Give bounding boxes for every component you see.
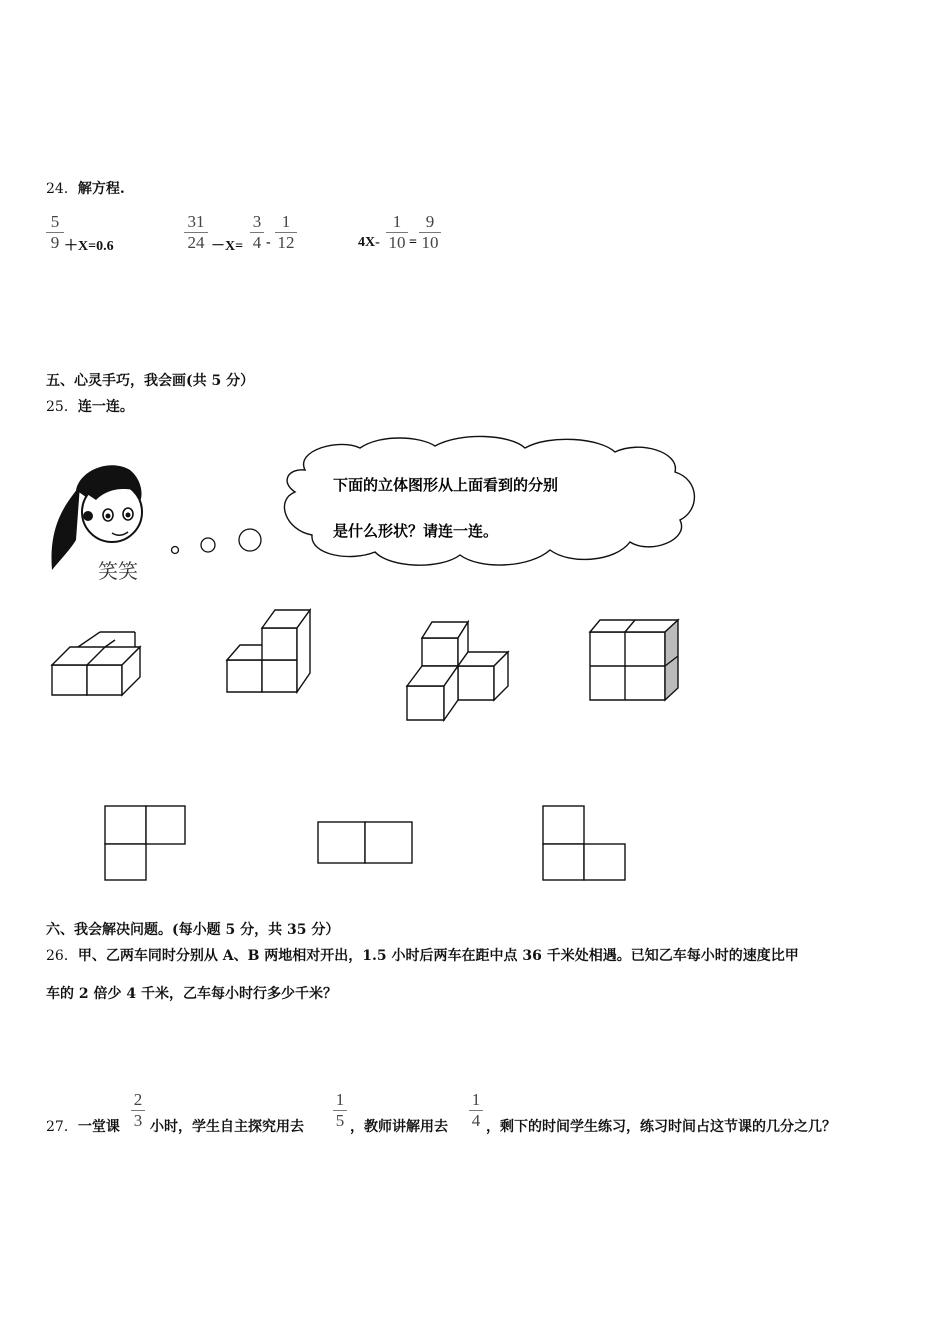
- thought-cloud: [284, 436, 694, 565]
- eq2-mid: －X=: [211, 239, 244, 254]
- q27-number: 27．: [46, 1119, 78, 1135]
- q27-f1-num: 2: [133, 1090, 143, 1109]
- view-b: [318, 822, 412, 863]
- thought-dot-large: [239, 529, 261, 551]
- eq3-equals: =: [409, 235, 417, 250]
- eq2-f1-num: 31: [187, 212, 205, 231]
- eq3-f2-num: 9: [425, 212, 435, 231]
- section6-title: 六、我会解决问题。(每小题 5 分，共 35 分）: [46, 922, 340, 938]
- top-view-shapes: [100, 800, 640, 890]
- q26-text-2: 车的 2 倍少 4 千米，乙车每小时行多少千米？: [46, 986, 337, 1002]
- q27-text-2: 小时，学生自主探究用去: [150, 1119, 304, 1135]
- eq2-f1-den: 24: [187, 233, 205, 252]
- q26-number: 26．: [46, 948, 78, 964]
- solid-figures: [40, 600, 700, 730]
- eq1-rest: ＋X=0.6: [64, 239, 114, 254]
- eq2-f3-den: 12: [277, 233, 295, 252]
- eq1-fraction: [46, 212, 64, 253]
- q27-text-1: 一堂课: [77, 1119, 120, 1135]
- eq2-fraction-2: [250, 212, 264, 253]
- q24-number: 24．: [46, 181, 78, 197]
- eq2-minus: -: [266, 235, 271, 250]
- bubble-line-1: 下面的立体图形从上面看到的分别: [333, 476, 559, 494]
- eq2-f2-den: 4: [252, 233, 262, 252]
- eq3-f2-den: 10: [421, 233, 439, 252]
- view-a: [105, 806, 185, 880]
- q27-f3-den: 4: [471, 1111, 481, 1130]
- solid-2: [227, 610, 310, 692]
- girl-label: 笑笑: [98, 559, 138, 583]
- q27-f2-den: 5: [335, 1111, 345, 1130]
- solid-1: [52, 632, 140, 695]
- q27-heading: [46, 1116, 120, 1136]
- eq3-fraction-1: [386, 212, 408, 253]
- eq2-f3-num: 1: [281, 212, 291, 231]
- thought-illustration: [40, 430, 710, 590]
- solid-3: [407, 622, 508, 720]
- bubble-line-2: 是什么形状？请连一连。: [333, 522, 499, 540]
- q25-title: 连一连。: [77, 399, 134, 415]
- thought-dot-medium: [201, 538, 215, 552]
- girl-cartoon: [52, 465, 142, 570]
- eq1-numerator: 5: [50, 212, 60, 231]
- solid-4: [590, 620, 678, 700]
- q24-heading: [46, 178, 125, 198]
- q26-line-1: [46, 945, 799, 965]
- q25-number: 25．: [46, 399, 78, 415]
- view-c: [543, 806, 625, 880]
- eq2-fraction-1: [184, 212, 208, 253]
- q27-f2-num: 1: [335, 1090, 345, 1109]
- q27-f1-den: 3: [133, 1111, 143, 1130]
- eq3-lead: 4X-: [358, 235, 380, 250]
- eq3-fraction-2: [419, 212, 441, 253]
- eq3-f1-den: 10: [388, 233, 406, 252]
- q27-text-4: ，剩下的时间学生练习，练习时间占这节课的几分之几？: [486, 1119, 836, 1135]
- eq2-f2-num: 3: [252, 212, 262, 231]
- thought-dot-small: [172, 547, 179, 554]
- eq2-fraction-3: [275, 212, 297, 253]
- q27-fraction-2: [333, 1090, 347, 1131]
- eq1-denominator: 9: [50, 233, 60, 252]
- q27-fraction-3: [469, 1090, 483, 1131]
- section5-title: 五、心灵手巧，我会画(共 5 分）: [46, 373, 255, 389]
- q25-heading: [46, 396, 134, 416]
- q26-text-1: 甲、乙两车同时分别从 A、B 两地相对开出，1.5 小时后两车在距中点 36 千米处相遇。已知乙车每小时的速度比甲: [77, 948, 799, 964]
- q27-fraction-1: [131, 1090, 145, 1131]
- q27-f3-num: 1: [471, 1090, 481, 1109]
- q24-title: 解方程.: [77, 181, 125, 197]
- q27-text-3: ，教师讲解用去: [350, 1119, 448, 1135]
- eq3-f1-num: 1: [392, 212, 402, 231]
